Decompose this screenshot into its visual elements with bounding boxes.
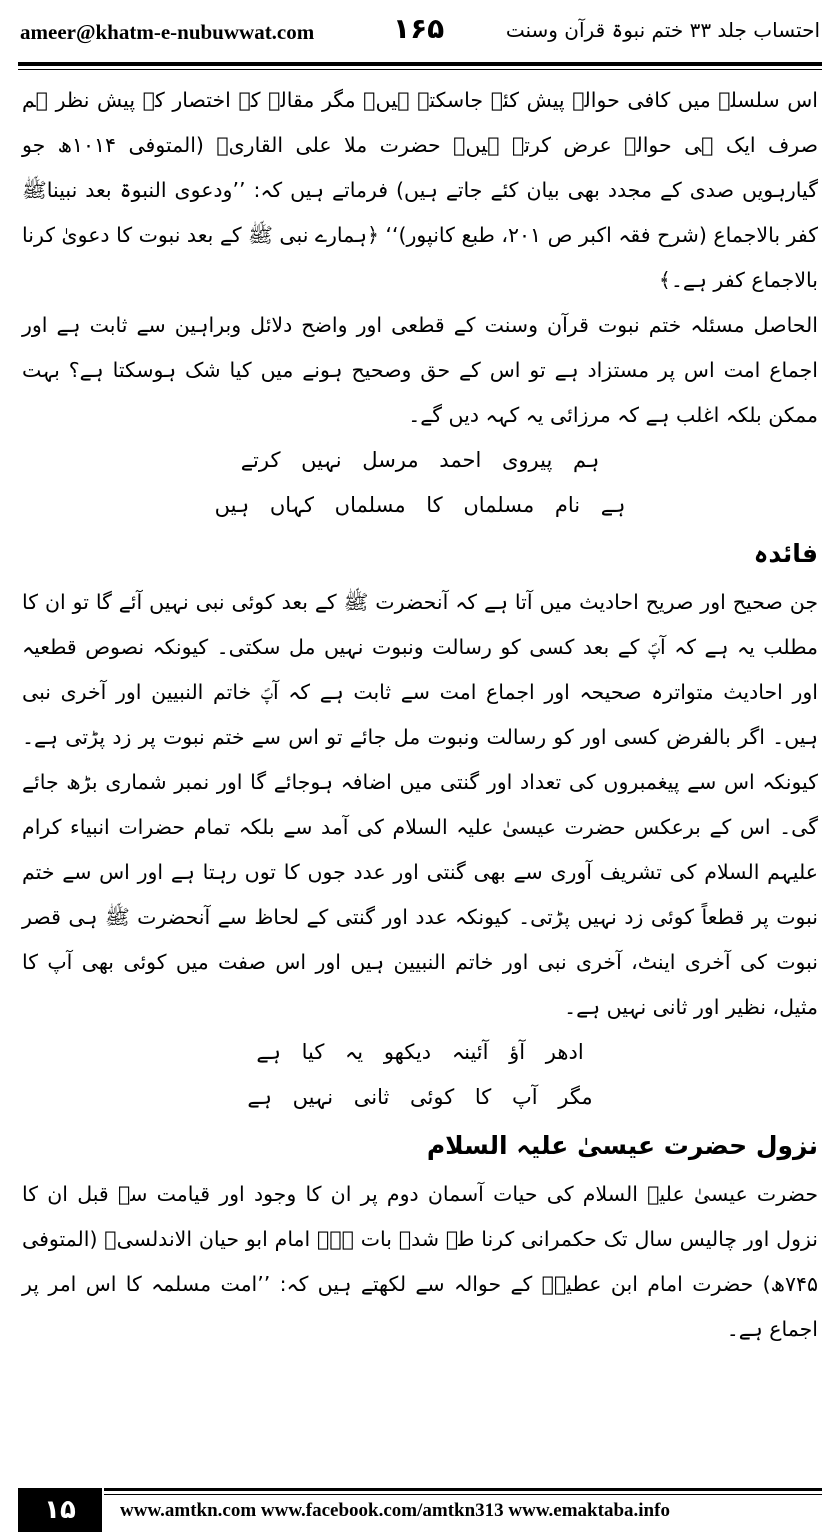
header-rule-thin [18,69,822,70]
page-body [22,78,818,1352]
verse-1-line-1: ہم پیروی احمد مرسل نہیں کرتے [240,448,600,472]
footer-page-number: ۱۵ [18,1488,102,1532]
paragraph-faida: جن صحیح اور صریح احادیث میں آتا ہے کہ آنحضرت ﷺ کے بعد کوئی نبی نہیں آئے گا تو ان کا مطلب یہ ہے کہ آپؐ کے بعد کسی کو رسالت ونبوت نہیں مل سکتی۔ کیونکہ نصوص قطعیہ اور احادیث متواترہ صحیحہ اور اجماع امت سے ثابت ہے کہ آپؐ خاتم النبیین اور آخری نبی ہیں۔ اگر بالفرض کسی اور کو رسالت ونبوت مل جائے تو اس سے ختم نبوت پر زد پڑتی ہے۔ کیونکہ اس سے پیغمبروں کی تعداد اور گنتی میں اضافہ ہوجائے گا اور نمبر شماری بڑھ جائے گی۔ اس کے برعکس حضرت عیسیٰ علیہ السلام کی آمد سے بلکہ تمام حضرات انبیاء کرام علیہم السلام کی تشریف آوری سے بھی گنتی اور عدد جوں کا توں رہتا ہے اور اس سے ختم نبوت پر قطعاً کوئی زد نہیں پڑتی۔ کیونکہ عدد اور گنتی کے لحاظ سے آنحضرت ﷺ ہی قصر نبوت کی آخری اینٹ، آخری نبی اور خاتم النبیین ہیں اور اس صفت میں کوئی بھی آپ کا مثیل، نظیر اور ثانی نہیں ہے۔ [22,590,818,1019]
page-header [18,8,822,60]
header-rule-thick [18,62,822,66]
paragraph-conclusion: الحاصل مسئلہ ختم نبوت قرآن وسنت کے قطعی اور واضح دلائل وبراہین سے ثابت ہے اور اجماع امت اس پر مستزاد ہے تو اس کے حق وصحیح ہونے میں کیا شک ہوسکتا ہے؟ بہت ممکن بلکہ اغلب ہے کہ مرزائی یہ کہہ دیں گے۔ [22,313,818,427]
heading-nuzool-isa: نزول حضرت عیسیٰ علیہ السلام [426,1131,818,1160]
footer-rule-thin [104,1494,822,1495]
verse-2-line-1: ادھر آؤ آئینہ دیکھو یہ کیا ہے [256,1040,584,1064]
footer-urls: www.amtkn.com www.facebook.com/amtkn313 www.emaktaba.info [120,1500,670,1521]
paragraph-nuzool: حضرت عیسیٰ علیہ السلام کی حیات آسمان دوم پر ان کا وجود اور قیامت سے قبل ان کا نزول اور چالیس سال تک حکمرانی کرنا طے شدہ بات ہے۔ امام ابو حیان الاندلسیؒ (المتوفی ۷۴۵ھ) حضرت امام ابن عطیہؒ کے حوالہ سے لکھتے ہیں کہ: ’’امت مسلمہ کا اس امر پر اجماع ہے۔ [22,1182,818,1341]
page-footer [18,1488,822,1532]
paragraph-quote-mulla-ali-qari: اس سلسلہ میں کافی حوالے پیش کئے جاسکتے ہیں۔ مگر مقالہ کے اختصار کے پیش نظر ہم صرف ایک ہی حوالہ عرض کرتے ہیں۔ حضرت ملا علی القاریؒ (المتوفی ۱۰۱۴ھ جو گیارہویں صدی کے مجدد بھی بیان کئے جاتے ہیں) فرماتے ہیں کہ: ’’ودعوی النبوۃ بعد نبیناﷺ کفر بالاجماع (شرح فقہ اکبر ص ۲۰۱، طبع کانپور)‘‘ ﴿ہمارے نبی ﷺ کے بعد نبوت کا دعویٰ کرنا بالاجماع کفر ہے۔﴾ [22,88,819,292]
header-email: ameer@khatm-e-nubuwwat.com [20,20,315,44]
header-page-number: ۱۶۵ [393,12,445,45]
running-title: احتساب جلد ۳۳ ختم نبوۃ قرآن وسنت [505,18,820,42]
verse-2-line-2: مگر آپ کا کوئی ثانی نہیں ہے [247,1085,593,1109]
heading-faida: فائدہ [753,539,818,568]
footer-rule-thick [104,1488,822,1491]
verse-1-line-2: ہے نام مسلماں کا مسلماں کہاں ہیں [214,493,626,517]
